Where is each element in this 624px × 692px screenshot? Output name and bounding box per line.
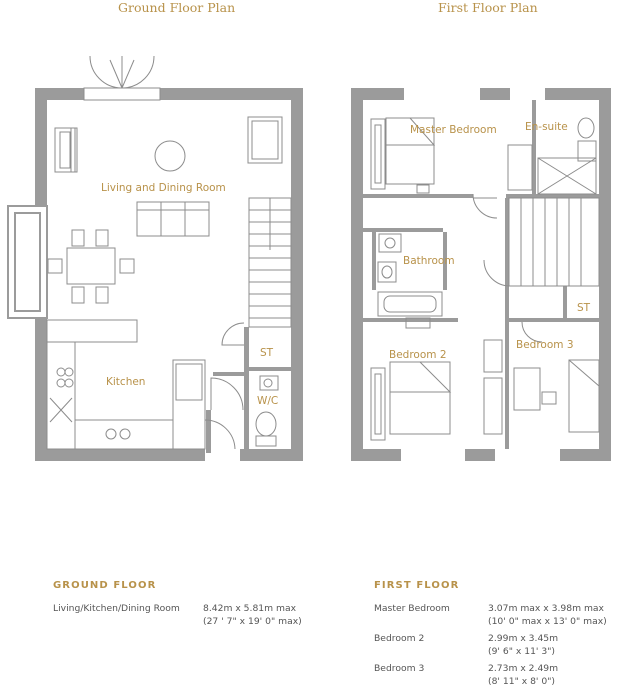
room-dimensions: [488, 632, 558, 658]
first-st-label: ST: [577, 302, 591, 314]
imperial-dimension: (10' 0" max x 13' 0" max): [488, 616, 607, 627]
first-floor-plan: [351, 88, 611, 461]
room-name: Bedroom 2: [374, 633, 425, 644]
room-dimensions: [488, 602, 607, 628]
room-name: Living/Kitchen/Dining Room: [53, 603, 180, 614]
kitchen-label: Kitchen: [106, 376, 146, 388]
table-row: [374, 602, 607, 628]
living-dining-label: Living and Dining Room: [101, 182, 226, 194]
table-row: [53, 602, 302, 628]
first-furniture: [371, 118, 599, 440]
bathroom-label: Bathroom: [403, 255, 455, 267]
imperial-dimension: (27 ' 7" x 19' 0" max): [203, 616, 302, 627]
metric-dimension: 2.73m x 2.49m: [488, 663, 559, 674]
metric-dimension: 3.07m max x 3.98m max: [488, 603, 604, 614]
imperial-dimension: (8' 11" x 8' 0"): [488, 676, 556, 687]
ground-furniture: [47, 117, 291, 449]
room-name: Master Bedroom: [374, 603, 450, 614]
ground-st-label: ST: [260, 347, 274, 359]
first-floor-table: [374, 602, 607, 692]
ground-floor-heading: GROUND FLOOR: [53, 580, 157, 591]
table-row: [374, 632, 607, 658]
bay-window: [8, 206, 47, 318]
room-dimensions: [203, 602, 302, 628]
ground-floor-title: Ground Floor Plan: [118, 0, 236, 15]
ground-floor-plan: [8, 56, 303, 461]
wc-label: W/C: [257, 395, 279, 407]
french-doors: [84, 56, 160, 100]
imperial-dimension: (9' 6" x 11' 3"): [488, 646, 556, 657]
table-row: [374, 662, 607, 688]
ground-floor-table: [53, 602, 302, 632]
bedroom-3-label: Bedroom 3: [516, 339, 574, 351]
ensuite-label: En-suite: [525, 121, 568, 133]
first-floor-title: First Floor Plan: [438, 0, 538, 15]
room-dimensions: [488, 662, 558, 688]
room-name: Bedroom 3: [374, 663, 425, 674]
master-bedroom-label: Master Bedroom: [410, 124, 497, 136]
bedroom-2-label: Bedroom 2: [389, 349, 447, 361]
metric-dimension: 8.42m x 5.81m max: [203, 603, 297, 614]
first-floor-heading: FIRST FLOOR: [374, 580, 460, 591]
metric-dimension: 2.99m x 3.45m: [488, 633, 559, 644]
